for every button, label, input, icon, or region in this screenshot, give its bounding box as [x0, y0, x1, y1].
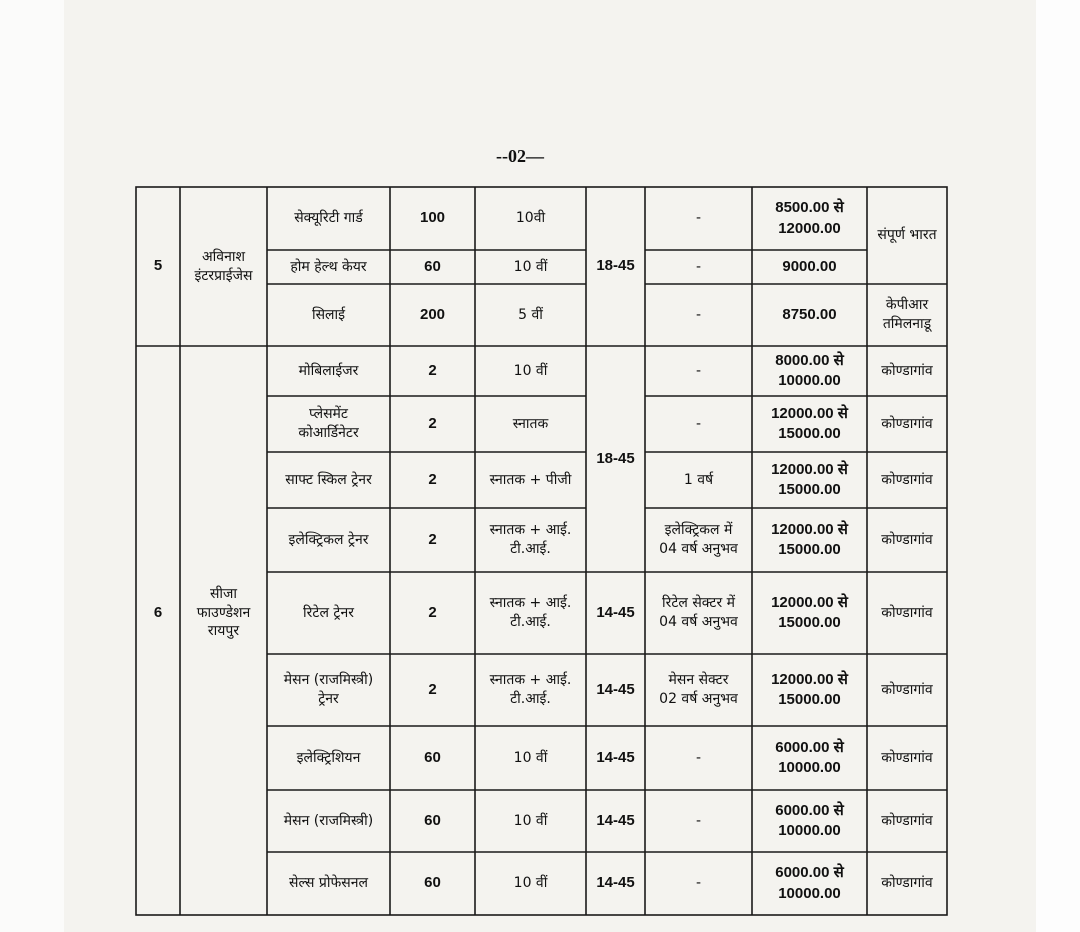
scan-margin-right	[1036, 0, 1080, 932]
salary: 8750.00	[782, 305, 837, 323]
post-name-line: ट्रेनर	[318, 691, 339, 707]
experience-line: 04 वर्ष अनुभव	[659, 614, 738, 630]
organisation-line: रायपुर	[207, 623, 240, 640]
experience-line: इलेक्ट्रिकल में	[664, 522, 733, 539]
salary	[752, 396, 867, 452]
post-count: 2	[428, 680, 437, 698]
salary-line: 12000.00 से	[771, 460, 848, 478]
post-count: 2	[428, 603, 437, 621]
salary	[752, 346, 867, 396]
salary: 9000.00	[782, 257, 837, 275]
salary	[752, 654, 867, 726]
qualification-line: टी.आई.	[510, 614, 551, 630]
qualification: 10 वीं	[513, 875, 548, 892]
experience	[645, 572, 752, 654]
qualification-line: टी.आई.	[510, 541, 551, 557]
page-number: --02—	[496, 146, 544, 166]
salary-line: 10000.00	[778, 759, 841, 776]
post-count: 60	[424, 874, 441, 892]
age-limit: 18-45	[596, 257, 635, 275]
experience: -	[695, 306, 702, 323]
qualification-line: स्नातक + आई.	[489, 522, 572, 539]
jobs-table	[135, 186, 948, 916]
organisation-line: फाउण्डेशन	[196, 604, 251, 621]
salary-line: 15000.00	[778, 481, 841, 498]
salary-line: 15000.00	[778, 691, 841, 708]
qualification: 10 वीं	[513, 749, 548, 766]
post-name: रिटेल ट्रेनर	[303, 604, 354, 621]
scan-margin-left	[0, 0, 64, 932]
work-place-line: तमिलनाडू	[882, 316, 932, 332]
work-place: कोण्डागांव	[881, 749, 933, 766]
salary-line: 10000.00	[778, 884, 841, 902]
post-count: 200	[419, 305, 446, 323]
experience	[645, 654, 752, 726]
work-place: कोण्डागांव	[881, 415, 933, 432]
experience: -	[695, 749, 702, 766]
experience	[645, 508, 752, 572]
qualification: स्नातक + पीजी	[489, 471, 572, 488]
salary-line: 6000.00 से	[775, 738, 844, 756]
post-name: सेक्यूरिटी गार्ड	[294, 210, 363, 227]
experience: -	[695, 812, 702, 829]
salary-line: 8500.00 से	[775, 199, 844, 217]
organisation-name	[180, 187, 267, 346]
salary	[752, 852, 867, 915]
organisation-line: अविनाश	[201, 248, 246, 265]
post-count: 60	[424, 811, 441, 829]
salary	[752, 508, 867, 572]
salary-line: 10000.00	[778, 822, 841, 839]
experience-line: 04 वर्ष अनुभव	[659, 541, 738, 557]
qualification: 10वी	[515, 210, 546, 227]
post-count: 2	[428, 530, 437, 548]
age-limit: 14-45	[596, 874, 635, 892]
salary-line: 12000.00 से	[771, 670, 848, 688]
age-limit: 14-45	[596, 603, 635, 621]
post-name: होम हेल्थ केयर	[290, 258, 367, 275]
experience: -	[695, 210, 702, 227]
qualification-line: स्नातक + आई.	[489, 672, 572, 689]
post-name: मेसन (राजमिस्त्री)	[283, 812, 374, 829]
work-place: कोण्डागांव	[881, 531, 933, 548]
experience-line: मेसन सेक्टर	[668, 672, 729, 689]
qualification	[475, 508, 586, 572]
post-count: 2	[428, 361, 437, 379]
salary-line: 12000.00 से	[771, 404, 848, 422]
qualification: 5 वीं	[518, 306, 543, 323]
experience: -	[695, 258, 702, 275]
post-name: इलेक्ट्रिकल ट्रेनर	[288, 531, 369, 548]
post-name	[267, 654, 390, 726]
salary	[752, 187, 867, 250]
post-name	[267, 396, 390, 452]
organisation-line: सीजा	[209, 585, 238, 602]
work-place: कोण्डागांव	[881, 471, 933, 488]
salary	[752, 572, 867, 654]
age-limit: 14-45	[596, 811, 635, 829]
qualification-line: टी.आई.	[510, 691, 551, 707]
qualification: 10 वीं	[513, 362, 548, 379]
salary-line: 6000.00 से	[775, 864, 844, 882]
experience: -	[695, 362, 702, 379]
salary-line: 6000.00 से	[775, 801, 844, 819]
age-limit: 14-45	[596, 748, 635, 766]
salary-line: 15000.00	[778, 425, 841, 442]
salary-line: 8000.00 से	[775, 351, 844, 369]
work-place: कोण्डागांव	[881, 812, 933, 829]
salary	[752, 452, 867, 508]
experience: -	[695, 875, 702, 892]
post-count: 60	[424, 748, 441, 766]
salary-line: 12000.00 से	[771, 520, 848, 538]
work-place-line: केपीआर	[885, 297, 929, 314]
experience-line: 02 वर्ष अनुभव	[659, 691, 738, 707]
salary	[752, 726, 867, 790]
qualification: स्नातक	[512, 415, 549, 432]
salary-line: 12000.00 से	[771, 593, 848, 611]
work-place: कोण्डागांव	[881, 875, 933, 892]
post-name-line: प्लेसमेंट	[309, 406, 348, 423]
work-place	[867, 284, 947, 346]
experience-line: रिटेल सेक्टर में	[661, 595, 736, 612]
post-name: साफ्ट स्किल ट्रेनर	[285, 471, 372, 488]
experience: 1 वर्ष	[683, 471, 714, 488]
post-name: मोबिलाईजर	[298, 362, 359, 379]
qualification	[475, 572, 586, 654]
salary-line: 12000.00	[778, 219, 841, 237]
qualification-line: स्नातक + आई.	[489, 595, 572, 612]
work-place: कोण्डागांव	[881, 604, 933, 621]
organisation-name	[180, 572, 267, 654]
post-count: 100	[419, 209, 446, 227]
post-name-line: कोआर्डिनेटर	[298, 425, 359, 441]
serial-number: 6	[153, 603, 163, 621]
post-name-line: मेसन (राजमिस्त्री)	[283, 672, 374, 689]
qualification: 10 वीं	[513, 258, 548, 275]
post-name: सेल्स प्रोफेसनल	[289, 875, 368, 892]
post-name: इलेक्ट्रिशियन	[296, 749, 361, 766]
post-name: सिलाई	[311, 306, 346, 323]
salary-line: 10000.00	[778, 372, 841, 389]
age-limit: 14-45	[596, 680, 635, 698]
salary	[752, 790, 867, 852]
post-count: 2	[428, 414, 437, 432]
post-count: 60	[424, 257, 441, 275]
work-place: संपूर्ण भारत	[877, 227, 937, 244]
serial-number: 5	[153, 257, 163, 275]
salary-line: 15000.00	[778, 614, 841, 631]
post-count: 2	[428, 470, 437, 488]
experience: -	[695, 415, 702, 432]
work-place: कोण्डागांव	[881, 362, 933, 379]
work-place: कोण्डागांव	[881, 681, 933, 698]
age-limit: 18-45	[596, 449, 635, 467]
qualification: 10 वीं	[513, 812, 548, 829]
salary-line: 15000.00	[778, 541, 841, 558]
qualification	[475, 654, 586, 726]
organisation-line: इंटरप्राईजेस	[194, 267, 253, 284]
